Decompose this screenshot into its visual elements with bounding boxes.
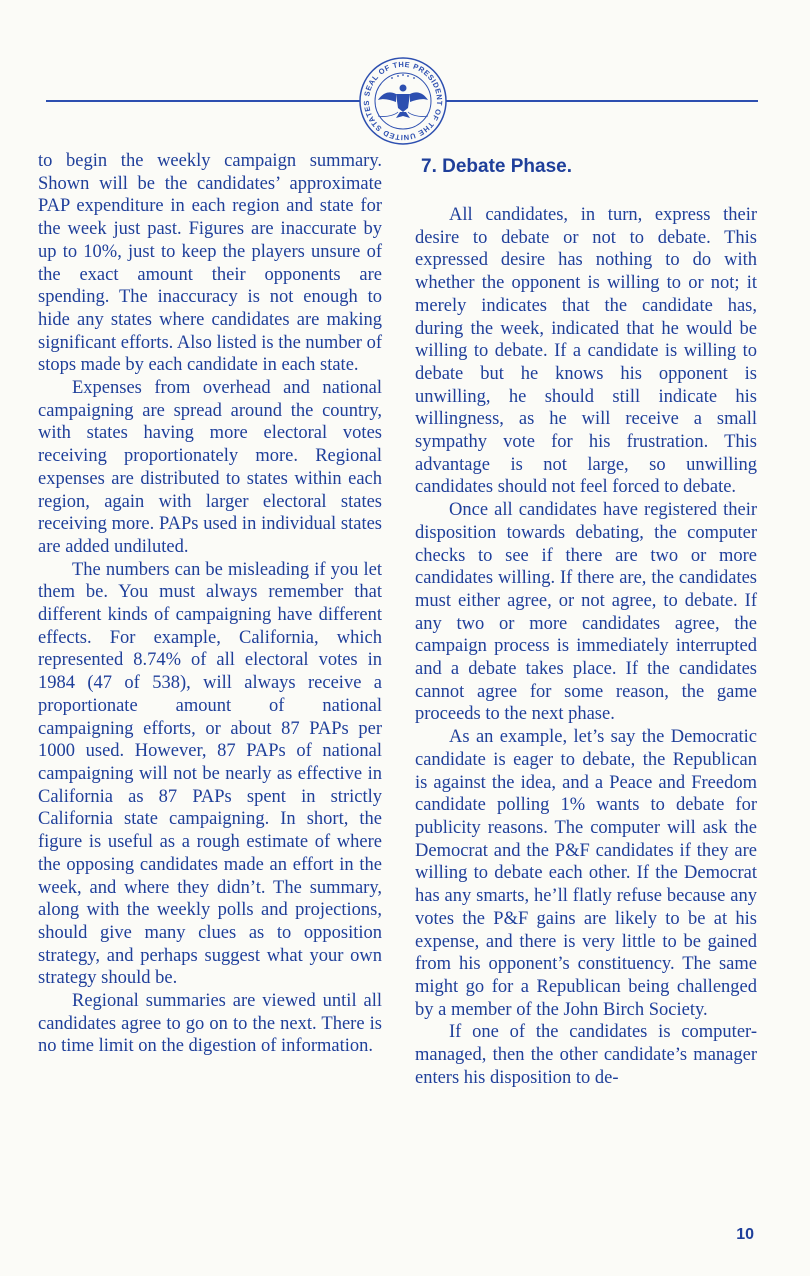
right-paragraph-2: Once all candidates have registered their disposition towards debating, the computer checks to see if there are two or more candidates willing. If there are, the candidates must either agree, or not agree, to debate. If any two or more candidates agree, the campaign process is immediately interrupted and a debate takes place. If the candidates cannot agree for some reason, the game proceeds to the next phase. [415,500,757,725]
left-column [38,150,382,1058]
left-paragraph-1: to begin the weekly campaign summary. Shown will be the candidates’ approximate PAP expenditure in each region and state for the week just past. Figures are inaccurate by up to 10%, just to keep the players unsure of the exact amount their opponents are spending. The inaccuracy is not enough to hide any states where candidates are making significant efforts. Also listed is the number of stops made by each candidate in each state. [38,151,382,376]
page-number: 10 [736,1226,754,1243]
right-paragraph-4: If one of the candidates is computer-managed, then the other candidate’s manager enters his disposition to de- [415,1022,757,1088]
right-column [415,150,757,1089]
left-paragraph-2: Expenses from overhead and national campaigning are spread around the country, with states having more electoral votes receiving proportionately more. Regional expenses are distributed to states within each region, again with larger electoral states receiving more. PAPs used in individual states are added undiluted. [38,378,382,557]
section-heading: 7. Debate Phase. [421,156,573,177]
left-paragraph-3: The numbers can be misleading if you let them be. You must always remember that different kinds of campaigning have different effects. For example, California, which represented 8.74% of all electoral votes in 1984 (47 of 538), will always receive a proportionate amount of national campaigning efforts, or about 87 PAPs per 1000 used. However, 87 PAPs of national campaigning will not be nearly as effective in California as 87 PAPs spent in strictly California state campaigning. In short, the figure is useful as a rough estimate of where the opposing candidates made an effort in the week, and where they didn’t. The summary, along with the weekly polls and projections, should give many clues as to opposition strategy, and perhaps suggest what your own strategy should be. [38,559,382,989]
seal-ring-text: SEAL OF THE PRESIDENT OF THE UNITED STATES [361,59,445,143]
right-paragraph-1: All candidates, in turn, express their desire to debate or not to debate. This expressed desire has nothing to do with whether the opponent is willing to or not; it merely indicates that the candidate has, during the week, indicated that he would be willing to debate. If a candidate is willing to debate but he knows his opponent is unwilling, he should still indicate his willingness, as he will receive a small sympathy vote for his frustration. This advantage is not large, so unwilling candidates should not feel forced to debate. [415,205,757,498]
presidential-seal-icon [358,56,448,146]
header-rule-left [46,100,362,102]
left-paragraph-4: Regional summaries are viewed until all candidates agree to go on to the next. There is no time limit on the digestion of information. [38,991,382,1057]
header-rule-right [446,100,758,102]
right-paragraph-3: As an example, let’s say the Democratic candidate is eager to debate, the Republican is against the idea, and a Peace and Freedom candidate polling 1% wants to debate for publicity reasons. The computer will ask the Democrat and the P&F candidates if they are willing to debate each other. If the Democrat has any smarts, he’ll flatly refuse because any votes the P&F gains are likely to be at his expense, and there is very little to be gained from his opponent’s constituency. The same might go for a Republican being challenged by a member of the John Birch Society. [415,727,757,1020]
